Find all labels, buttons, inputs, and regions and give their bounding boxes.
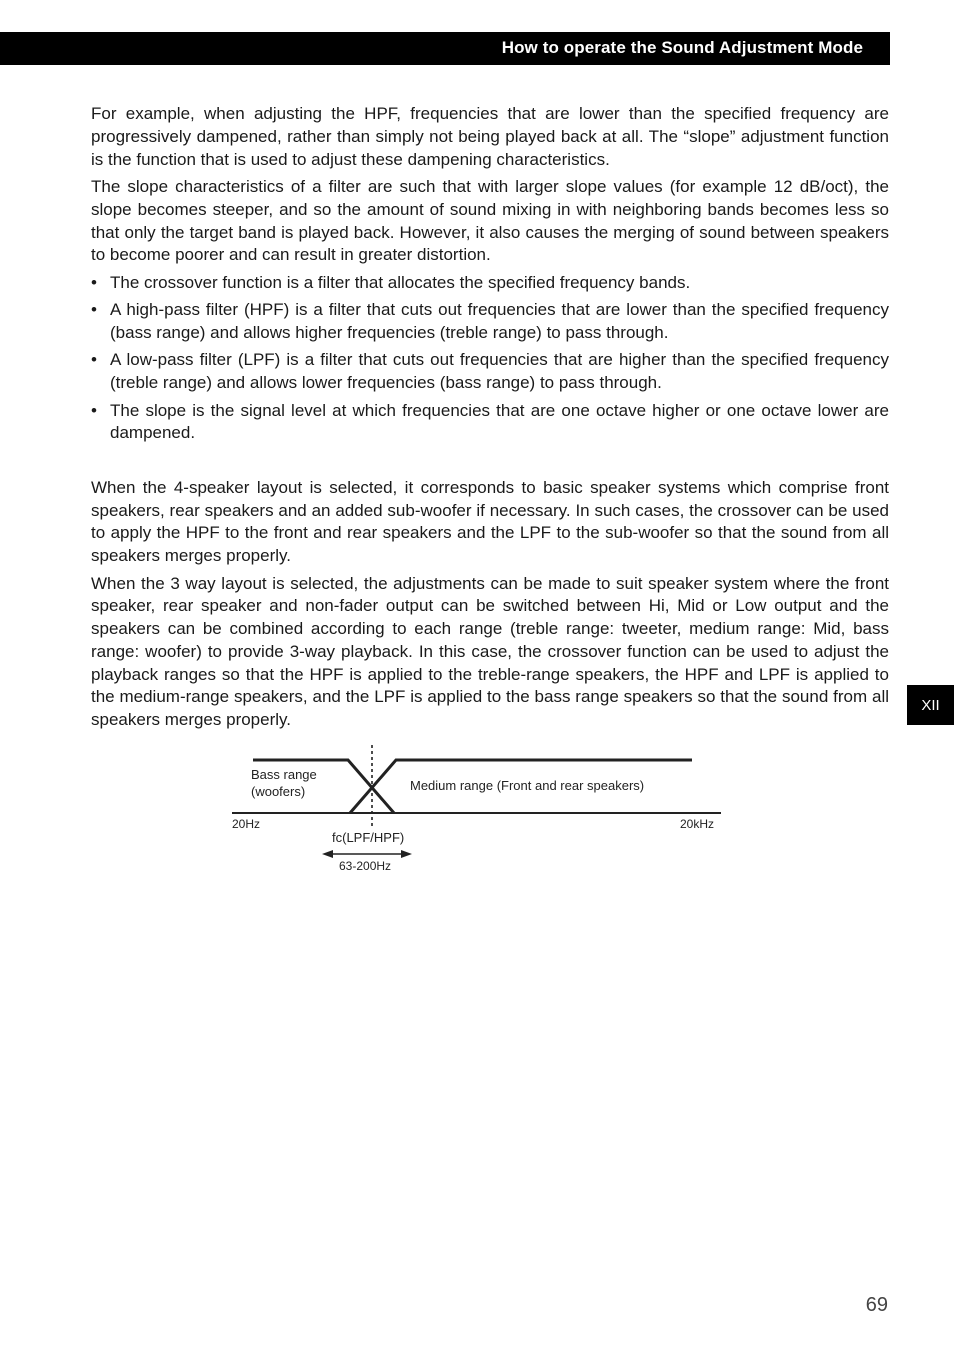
- list-item-text: A low-pass filter (LPF) is a filter that cuts out frequencies that are higher than the specified frequency (treble range) and allows lower frequencies (bass range) to pass through.: [110, 350, 889, 393]
- section-title: How to operate the Sound Adjustment Mode: [501, 38, 863, 57]
- arrow-right-icon: [401, 850, 412, 858]
- list-item-text: A high-pass filter (HPF) is a filter that cuts out frequencies that are lower than the specified frequency (bass range) and allows higher frequencies (treble range) to pass through.: [110, 300, 889, 342]
- list-item-text: The crossover function is a filter that allocates the specified frequency bands.: [110, 272, 691, 292]
- page-number: 69: [865, 1294, 888, 1316]
- arrow-left-icon: [322, 850, 333, 858]
- bullet-icon: •: [91, 272, 97, 292]
- freq-min-label: 20Hz: [232, 817, 261, 831]
- paragraph-hpf-example: For example, when adjusting the HPF, frequencies that are lower than the specified frequency are progressively dampened, rather than simply not being played back at all. The “slope” adjustment function is the function that is used to adjust these dampening characteristics.: [91, 104, 889, 169]
- bullet-icon: •: [91, 350, 97, 370]
- list-item-text: The slope is the signal level at which frequencies that are one octave higher or one octave lower are dampened.: [110, 400, 889, 443]
- bullet-icon: •: [91, 300, 97, 320]
- paragraph-4-speaker: When the 4-speaker layout is selected, it corresponds to basic speaker systems which comprise front speakers, rear speakers and an added sub-woofer if necessary. In such cases, the crossover can be used to apply the HPF to the front and rear speakers and the LPF to the sub-woofer so that the sound from all speakers merges properly.: [91, 477, 889, 566]
- crossover-label: fc(LPF/HPF): [332, 830, 405, 845]
- bullet-icon: •: [91, 400, 97, 420]
- bass-range-sublabel: (woofers): [251, 784, 306, 799]
- medium-range-label: Medium range (Front and rear speakers): [410, 778, 645, 793]
- crossover-range-label: 63-200Hz: [339, 859, 392, 873]
- bass-range-label: Bass range: [251, 767, 317, 782]
- paragraph-3-way: When the 3 way layout is selected, the adjustments can be made to suit speaker system where the front speaker, rear speaker and non-fader output can be switched between Hi, Mid or Low output and the speakers can be combined according to each range (treble range: tweeter, medium range: Mid, bass range: woofer) to provide 3-way playback. In this case, the crossover function can be used to adjust the playback ranges so that the HPF is applied to the treble-range speakers, the HPF and LPF is applied to the medium-range speakers, and the LPF is applied to the bass range speakers so that the sound from all speakers merges properly.: [91, 573, 889, 730]
- freq-max-label: 20kHz: [680, 817, 715, 831]
- paragraph-slope-characteristics: The slope characteristics of a filter are such that with larger slope values (for example 12 dB/oct), the slope becomes steeper, and so the amount of sound mixing in with neighboring bands becomes less so that only the target band is played back. However, it also causes the merging of sound between speakers to become poorer and can result in greater distortion.: [91, 176, 889, 265]
- chapter-tab: XII: [907, 685, 954, 725]
